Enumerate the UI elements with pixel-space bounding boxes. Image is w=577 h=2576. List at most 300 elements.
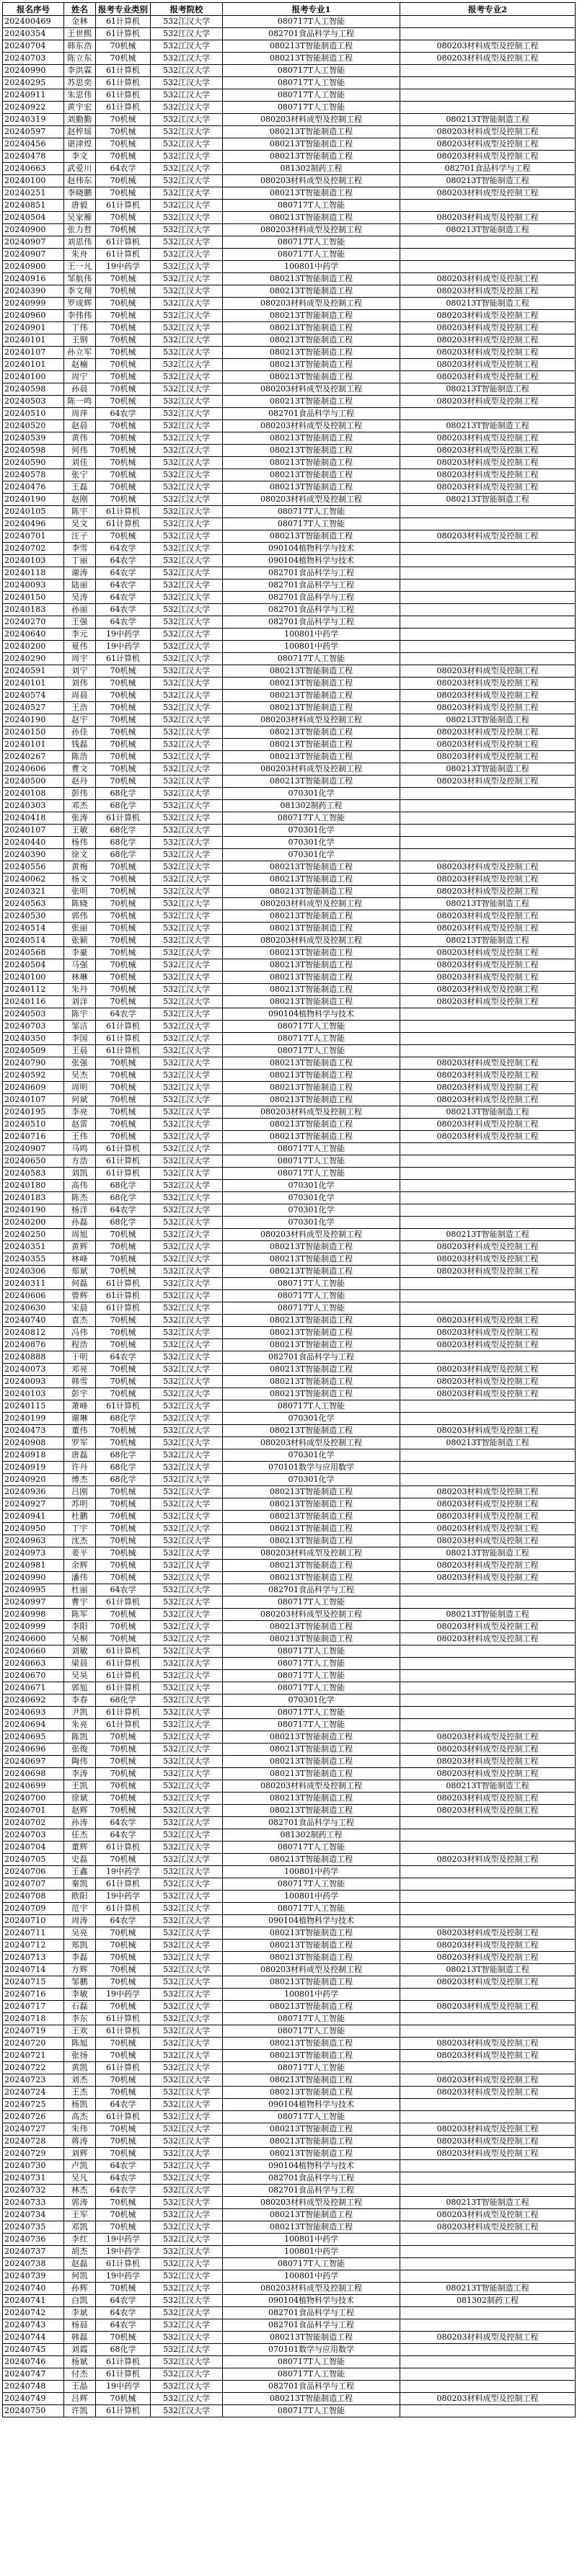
cell-name: 赵晨: [64, 420, 96, 432]
cell-name: 黄宇宏: [64, 102, 96, 114]
cell-major-category: 70机械: [96, 273, 151, 285]
table-row: [3, 1094, 576, 1106]
cell-major-category: 61计算机: [96, 1168, 151, 1180]
cell-school: 532江汉大学: [151, 2221, 223, 2234]
cell-registration-no: 20240719: [3, 2025, 64, 2038]
cell-name: 邹洁: [64, 1021, 96, 1033]
cell-school: 532江汉大学: [151, 151, 223, 163]
cell-name: 王强: [64, 616, 96, 629]
cell-name: 孙晨: [64, 383, 96, 396]
cell-name: 何斌: [64, 1094, 96, 1106]
cell-registration-no: 20240390: [3, 285, 64, 298]
cell-school: 532江汉大学: [151, 1903, 223, 1915]
cell-major-category: 70机械: [96, 1964, 151, 1976]
cell-major-category: 70机械: [96, 371, 151, 383]
cell-major-2: [400, 1474, 576, 1486]
cell-registration-no: 20240101: [3, 359, 64, 371]
cell-major-1: 082701食品科学与工程: [223, 592, 400, 604]
cell-registration-no: 20240590: [3, 457, 64, 469]
cell-name: 李敏: [64, 1989, 96, 2001]
cell-major-1: 080213T智能制造工程: [223, 1131, 400, 1143]
table-row: [3, 1915, 576, 1927]
table-row: [3, 138, 576, 151]
cell-major-category: 64农学: [96, 1817, 151, 1829]
cell-school: 532江汉大学: [151, 1878, 223, 1891]
cell-major-category: 70机械: [96, 1106, 151, 1119]
cell-major-1: 080203材料成型及控制工程: [223, 298, 400, 310]
table-row: [3, 1768, 576, 1780]
cell-name: 刘佳: [64, 457, 96, 469]
cell-name: 陈晓: [64, 898, 96, 910]
cell-registration-no: 20240919: [3, 1462, 64, 1474]
cell-registration-no: 20240598: [3, 383, 64, 396]
cell-registration-no: 20240711: [3, 1927, 64, 1940]
cell-registration-no: 20240295: [3, 77, 64, 89]
cell-registration-no: 20240514: [3, 923, 64, 935]
cell-name: 付杰: [64, 2368, 96, 2381]
cell-major-2: [400, 89, 576, 102]
table-row: [3, 2283, 576, 2295]
cell-school: 532江汉大学: [151, 1388, 223, 1400]
cell-registration-no: 20240600: [3, 1633, 64, 1645]
cell-major-category: 61计算机: [96, 236, 151, 249]
cell-name: 王伟: [64, 1131, 96, 1143]
cell-school: 532江汉大学: [151, 506, 223, 518]
cell-major-2: 080213T智能制造工程: [400, 298, 576, 310]
cell-name: 高杰: [64, 2111, 96, 2123]
cell-name: 陈宇: [64, 1008, 96, 1021]
cell-major-2: [400, 849, 576, 861]
cell-name: 谌津煌: [64, 138, 96, 151]
cell-major-category: 61计算机: [96, 1707, 151, 1719]
cell-major-1: 080213T智能制造工程: [223, 2136, 400, 2148]
table-row: [3, 714, 576, 727]
cell-school: 532江汉大学: [151, 1315, 223, 1327]
table-row: [3, 2221, 576, 2234]
cell-major-category: 70机械: [96, 1780, 151, 1793]
cell-registration-no: 20240510: [3, 1119, 64, 1131]
cell-major-1: 070301化学: [223, 788, 400, 800]
cell-name: 丁丽: [64, 555, 96, 567]
cell-major-2: [400, 1903, 576, 1915]
cell-major-category: 61计算机: [96, 518, 151, 530]
cell-major-2: [400, 579, 576, 592]
cell-major-1: 080717T人工智能: [223, 1658, 400, 1670]
table-row: [3, 469, 576, 481]
cell-school: 532江汉大学: [151, 702, 223, 714]
cell-school: 532江汉大学: [151, 1070, 223, 1082]
cell-registration-no: 20240650: [3, 1155, 64, 1168]
cell-school: 532江汉大学: [151, 2160, 223, 2172]
cell-name: 白凯: [64, 2295, 96, 2307]
cell-major-1: 100801中药学: [223, 2270, 400, 2283]
cell-major-1: 080203材料成型及控制工程: [223, 1229, 400, 1241]
cell-name: 胡杰: [64, 2246, 96, 2258]
cell-major-2: 080213T智能制造工程: [400, 898, 576, 910]
cell-name: 刘宁: [64, 665, 96, 678]
cell-major-2: 080203材料成型及控制工程: [400, 334, 576, 347]
table-row: [3, 2258, 576, 2270]
cell-school: 532江汉大学: [151, 445, 223, 457]
cell-major-1: 080213T智能制造工程: [223, 1756, 400, 1768]
table-row: [3, 506, 576, 518]
table-row: [3, 1462, 576, 1474]
cell-major-1: 090104植物科学与技术: [223, 1008, 400, 1021]
cell-name: 吴家雁: [64, 212, 96, 224]
cell-registration-no: 20240936: [3, 1486, 64, 1498]
cell-major-category: 61计算机: [96, 1842, 151, 1854]
cell-major-1: 080717T人工智能: [223, 65, 400, 77]
table-row: [3, 739, 576, 751]
cell-school: 532江汉大学: [151, 567, 223, 579]
cell-major-1: 080213T智能制造工程: [223, 874, 400, 886]
cell-major-1: 070301化学: [223, 1204, 400, 1217]
table-row: [3, 2160, 576, 2172]
cell-school: 532江汉大学: [151, 1940, 223, 1952]
cell-major-1: 080203材料成型及控制工程: [223, 1547, 400, 1560]
table-row: [3, 1290, 576, 1302]
cell-school: 532江汉大学: [151, 751, 223, 763]
cell-major-2: 080203材料成型及控制工程: [400, 432, 576, 445]
table-row: [3, 2025, 576, 2038]
cell-school: 532江汉大学: [151, 1033, 223, 1045]
cell-major-1: 080213T智能制造工程: [223, 1560, 400, 1572]
cell-major-category: 70机械: [96, 1253, 151, 1266]
cell-major-1: 080213T智能制造工程: [223, 1119, 400, 1131]
cell-name: 曾辉: [64, 1290, 96, 1302]
cell-registration-no: 20240696: [3, 1744, 64, 1756]
cell-name: 杨凯: [64, 2099, 96, 2111]
cell-name: 张力哲: [64, 224, 96, 236]
cell-major-2: 080203材料成型及控制工程: [400, 310, 576, 322]
table-row: [3, 604, 576, 616]
cell-major-1: 080213T智能制造工程: [223, 665, 400, 678]
cell-registration-no: 20240351: [3, 1241, 64, 1253]
cell-name: 林琳: [64, 972, 96, 984]
cell-major-category: 68化学: [96, 800, 151, 812]
cell-name: 何伟: [64, 445, 96, 457]
cell-school: 532江汉大学: [151, 2344, 223, 2356]
cell-name: 韩磊: [64, 2332, 96, 2344]
cell-major-category: 70机械: [96, 359, 151, 371]
cell-major-2: [400, 1008, 576, 1021]
cell-major-1: 080213T智能制造工程: [223, 2074, 400, 2087]
cell-major-category: 70机械: [96, 212, 151, 224]
cell-major-1: 080213T智能制造工程: [223, 1388, 400, 1400]
cell-major-1: 080213T智能制造工程: [223, 1327, 400, 1339]
cell-major-1: 080203材料成型及控制工程: [223, 494, 400, 506]
cell-school: 532江汉大学: [151, 1192, 223, 1204]
cell-major-2: 080203材料成型及控制工程: [400, 1854, 576, 1866]
cell-registration-no: 20240950: [3, 1523, 64, 1535]
header-name: 姓名: [64, 3, 96, 16]
table-row: [3, 1119, 576, 1131]
cell-major-category: 61计算机: [96, 653, 151, 665]
cell-major-1: 080213T智能制造工程: [223, 1070, 400, 1082]
cell-name: 周宁: [64, 371, 96, 383]
cell-registration-no: 20240514: [3, 935, 64, 947]
cell-major-1: 080213T智能制造工程: [223, 334, 400, 347]
cell-major-1: 080717T人工智能: [223, 518, 400, 530]
cell-school: 532江汉大学: [151, 2038, 223, 2050]
cell-major-2: 080213T智能制造工程: [400, 1437, 576, 1449]
cell-major-2: [400, 2356, 576, 2368]
cell-registration-no: 20240606: [3, 1290, 64, 1302]
cell-name: 李斌: [64, 2307, 96, 2319]
table-row: [3, 2356, 576, 2368]
cell-school: 532江汉大学: [151, 163, 223, 175]
cell-registration-no: 20240101: [3, 678, 64, 690]
cell-major-category: 70机械: [96, 923, 151, 935]
cell-registration-no: 20240729: [3, 2148, 64, 2160]
table-row: [3, 947, 576, 959]
registration-table: [2, 2, 576, 2417]
cell-registration-no: 20240702: [3, 1817, 64, 1829]
cell-major-category: 61计算机: [96, 102, 151, 114]
cell-major-1: 080213T智能制造工程: [223, 678, 400, 690]
cell-major-1: 080213T智能制造工程: [223, 1940, 400, 1952]
table-row: [3, 1731, 576, 1744]
cell-major-category: 70机械: [96, 2393, 151, 2405]
cell-registration-no: 20240101: [3, 334, 64, 347]
cell-name: 陈旭: [64, 2038, 96, 2050]
table-row: [3, 261, 576, 273]
cell-major-2: 080203材料成型及控制工程: [400, 996, 576, 1008]
table-row: [3, 2344, 576, 2356]
cell-name: 任杰: [64, 1829, 96, 1842]
cell-name: 周明: [64, 1082, 96, 1094]
cell-major-1: 080717T人工智能: [223, 1400, 400, 1413]
cell-major-2: [400, 1670, 576, 1682]
cell-registration-no: 20240704: [3, 40, 64, 53]
cell-major-2: 080203材料成型及控制工程: [400, 212, 576, 224]
cell-name: 张扬: [64, 2050, 96, 2062]
cell-school: 532江汉大学: [151, 1952, 223, 1964]
cell-school: 532江汉大学: [151, 1756, 223, 1768]
cell-major-category: 70机械: [96, 1940, 151, 1952]
cell-major-2: [400, 1829, 576, 1842]
cell-major-category: 70机械: [96, 126, 151, 138]
cell-major-2: 080213T智能制造工程: [400, 175, 576, 187]
cell-school: 532江汉大学: [151, 236, 223, 249]
table-row: [3, 1535, 576, 1547]
cell-major-1: 080213T智能制造工程: [223, 2209, 400, 2221]
cell-major-1: 080717T人工智能: [223, 236, 400, 249]
cell-major-category: 70机械: [96, 1327, 151, 1339]
table-row: [3, 1744, 576, 1756]
cell-major-2: 080203材料成型及控制工程: [400, 739, 576, 751]
cell-school: 532江汉大学: [151, 1008, 223, 1021]
cell-major-category: 70机械: [96, 469, 151, 481]
cell-major-1: 080213T智能制造工程: [223, 310, 400, 322]
table-row: [3, 984, 576, 996]
cell-school: 532江汉大学: [151, 959, 223, 972]
cell-major-category: 70机械: [96, 2283, 151, 2295]
cell-major-category: 70机械: [96, 334, 151, 347]
table-row: [3, 1131, 576, 1143]
cell-major-category: 61计算机: [96, 2062, 151, 2074]
cell-major-2: 080203材料成型及控制工程: [400, 1511, 576, 1523]
cell-major-category: 64农学: [96, 1584, 151, 1596]
cell-major-1: 080213T智能制造工程: [223, 739, 400, 751]
cell-name: 刘敏: [64, 1645, 96, 1658]
cell-major-category: 70机械: [96, 1756, 151, 1768]
cell-registration-no: 20240722: [3, 2062, 64, 2074]
cell-name: 张涛: [64, 812, 96, 825]
cell-registration-no: 20240311: [3, 1278, 64, 1290]
cell-major-1: 070101数学与应用数学: [223, 1462, 400, 1474]
cell-registration-no: 20240390: [3, 849, 64, 861]
cell-major-2: 080213T智能制造工程: [400, 763, 576, 776]
cell-name: 高伟: [64, 1180, 96, 1192]
cell-major-1: 080213T智能制造工程: [223, 1572, 400, 1584]
cell-major-1: 082701食品科学与工程: [223, 579, 400, 592]
table-row: [3, 2123, 576, 2136]
cell-major-category: 19中药学: [96, 1989, 151, 2001]
table-row: [3, 2074, 576, 2087]
cell-name: 丁宇: [64, 1523, 96, 1535]
table-row: [3, 518, 576, 530]
cell-major-category: 68化学: [96, 1695, 151, 1707]
cell-major-category: 68化学: [96, 1180, 151, 1192]
cell-major-1: 080717T人工智能: [223, 2013, 400, 2025]
table-row: [3, 1082, 576, 1094]
cell-name: 杨洋: [64, 1204, 96, 1217]
cell-major-category: 70机械: [96, 383, 151, 396]
cell-major-category: 68化学: [96, 1462, 151, 1474]
cell-school: 532江汉大学: [151, 102, 223, 114]
cell-major-category: 70机械: [96, 2148, 151, 2160]
cell-major-2: [400, 2246, 576, 2258]
cell-major-category: 70机械: [96, 2038, 151, 2050]
cell-major-2: [400, 261, 576, 273]
cell-name: 李豪: [64, 947, 96, 959]
cell-major-category: 61计算机: [96, 1719, 151, 1731]
table-row: [3, 849, 576, 861]
cell-major-category: 64农学: [96, 2172, 151, 2185]
table-row: [3, 2099, 576, 2111]
cell-major-2: [400, 1278, 576, 1290]
cell-school: 532江汉大学: [151, 678, 223, 690]
cell-school: 532江汉大学: [151, 1805, 223, 1817]
cell-major-category: 70机械: [96, 298, 151, 310]
cell-major-1: 080213T智能制造工程: [223, 1376, 400, 1388]
cell-name: 陶伟: [64, 1756, 96, 1768]
cell-name: 马强: [64, 959, 96, 972]
table-row: [3, 886, 576, 898]
cell-school: 532江汉大学: [151, 1057, 223, 1070]
cell-school: 532江汉大学: [151, 849, 223, 861]
cell-major-2: [400, 1400, 576, 1413]
cell-registration-no: 20240574: [3, 690, 64, 702]
cell-registration-no: 20240694: [3, 1719, 64, 1731]
cell-registration-no: 20240640: [3, 629, 64, 641]
cell-registration-no: 20240671: [3, 1682, 64, 1695]
cell-major-category: 61计算机: [96, 2258, 151, 2270]
cell-major-2: 080213T智能制造工程: [400, 1547, 576, 1560]
cell-school: 532江汉大学: [151, 518, 223, 530]
cell-school: 532江汉大学: [151, 1339, 223, 1351]
cell-registration-no: 20240199: [3, 1413, 64, 1425]
cell-name: 萧峰: [64, 1400, 96, 1413]
cell-major-2: 080203材料成型及控制工程: [400, 1731, 576, 1744]
cell-name: 王钢: [64, 334, 96, 347]
cell-registration-no: 20240504: [3, 959, 64, 972]
cell-major-2: 081302制药工程: [400, 2295, 576, 2307]
cell-major-2: [400, 200, 576, 212]
cell-major-1: 080213T智能制造工程: [223, 861, 400, 874]
cell-major-2: [400, 1682, 576, 1695]
cell-major-category: 70机械: [96, 1511, 151, 1523]
cell-major-1: 080213T智能制造工程: [223, 53, 400, 65]
cell-name: 曹宇: [64, 1596, 96, 1609]
cell-major-1: 080213T智能制造工程: [223, 1793, 400, 1805]
cell-major-category: 61计算机: [96, 2111, 151, 2123]
cell-major-1: 080213T智能制造工程: [223, 2221, 400, 2234]
cell-school: 532江汉大学: [151, 1021, 223, 1033]
cell-registration-no: 20240918: [3, 1449, 64, 1462]
cell-name: 张颖: [64, 935, 96, 947]
cell-name: 谢琳: [64, 1413, 96, 1425]
cell-school: 532江汉大学: [151, 1106, 223, 1119]
table-row: [3, 249, 576, 261]
cell-name: 韩雪: [64, 1376, 96, 1388]
cell-major-category: 64农学: [96, 555, 151, 567]
cell-major-2: 080203材料成型及控制工程: [400, 1952, 576, 1964]
cell-major-1: 100801中药学: [223, 641, 400, 653]
cell-school: 532江汉大学: [151, 2050, 223, 2062]
cell-school: 532江汉大学: [151, 874, 223, 886]
cell-major-2: 080203材料成型及控制工程: [400, 1388, 576, 1400]
cell-school: 532江汉大学: [151, 2172, 223, 2185]
cell-name: 袁杰: [64, 1315, 96, 1327]
cell-major-2: 080203材料成型及控制工程: [400, 1339, 576, 1351]
cell-major-1: 081302制药工程: [223, 1829, 400, 1842]
cell-major-2: [400, 506, 576, 518]
table-row: [3, 910, 576, 923]
cell-name: 何磊: [64, 1278, 96, 1290]
cell-registration-no: 20240503: [3, 396, 64, 408]
table-row: [3, 298, 576, 310]
cell-major-1: 080203材料成型及控制工程: [223, 2283, 400, 2295]
cell-major-category: 70机械: [96, 322, 151, 334]
cell-school: 532江汉大学: [151, 2099, 223, 2111]
cell-registration-no: 20240744: [3, 2332, 64, 2344]
cell-major-1: 082701食品科学与工程: [223, 604, 400, 616]
cell-major-category: 70机械: [96, 947, 151, 959]
cell-registration-no: 20240723: [3, 2074, 64, 2087]
registration-sheet: [2, 2, 575, 2417]
cell-registration-no: 20240995: [3, 1584, 64, 1596]
cell-school: 532江汉大学: [151, 1253, 223, 1266]
cell-registration-no: 20240739: [3, 2270, 64, 2283]
cell-school: 532江汉大学: [151, 1695, 223, 1707]
cell-school: 532江汉大学: [151, 1719, 223, 1731]
cell-registration-no: 20240714: [3, 1964, 64, 1976]
cell-major-category: 61计算机: [96, 1021, 151, 1033]
table-row: [3, 2038, 576, 2050]
table-row: [3, 77, 576, 89]
cell-registration-no: 20240790: [3, 1057, 64, 1070]
cell-school: 532江汉大学: [151, 555, 223, 567]
cell-major-1: 082701食品科学与工程: [223, 2172, 400, 2185]
table-row: [3, 1964, 576, 1976]
cell-major-category: 70机械: [96, 1976, 151, 1989]
cell-major-2: [400, 1462, 576, 1474]
cell-registration-no: 20240350: [3, 1033, 64, 1045]
cell-school: 532江汉大学: [151, 579, 223, 592]
cell-name: 吴涛: [64, 592, 96, 604]
